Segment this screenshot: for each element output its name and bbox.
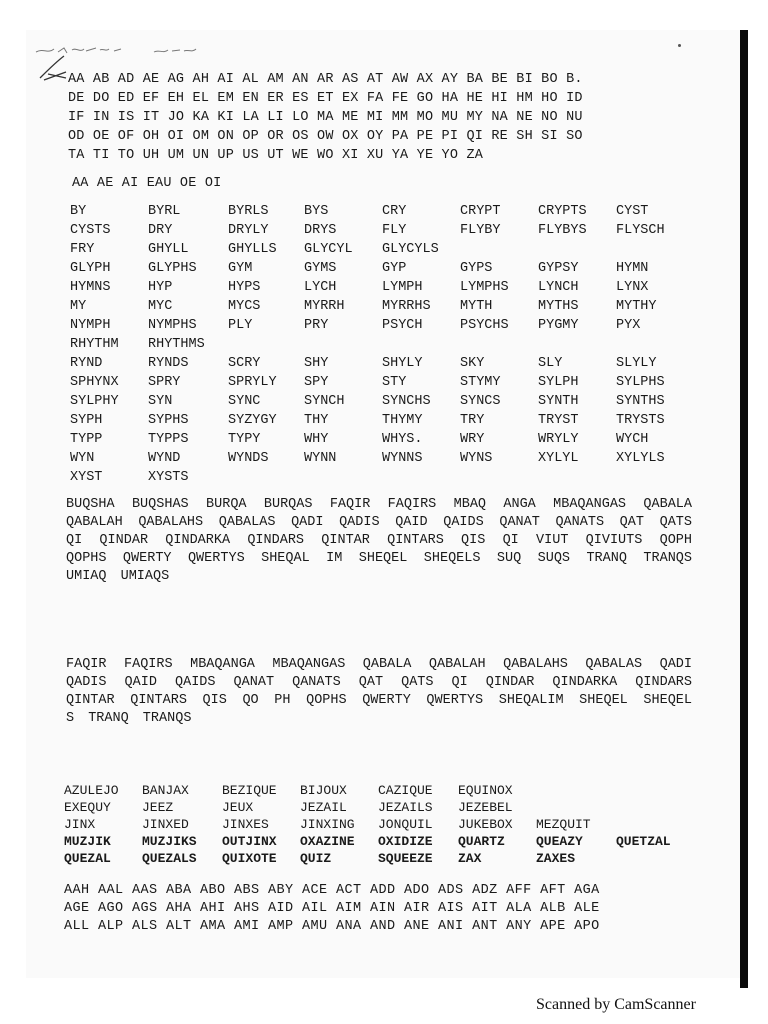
- word-cell: BY: [70, 204, 87, 219]
- word-cell: GHYLLS: [228, 242, 277, 257]
- word-cell: MYCS: [228, 299, 261, 314]
- word-cell: WRY: [460, 432, 485, 447]
- word-cell: QUIZ: [300, 851, 332, 866]
- word-cell: MYTHY: [616, 299, 657, 314]
- word-cell: SYLPH: [538, 375, 579, 390]
- word-cell: TRYST: [538, 413, 579, 428]
- word-cell: WYND: [148, 451, 181, 466]
- word-cell: JINXES: [222, 817, 269, 832]
- word-cell: SYNCH: [304, 394, 345, 409]
- vowel-words-line: AA AE AI EAU OE OI: [72, 176, 222, 191]
- word-cell: SYNCS: [460, 394, 501, 409]
- word-cell: DRYLY: [228, 223, 269, 238]
- word-cell: HYMNS: [70, 280, 111, 295]
- word-cell: SYZYGY: [228, 413, 277, 428]
- word-cell: GYPS: [460, 261, 493, 276]
- word-cell: SPY: [304, 375, 329, 390]
- word-cell: XYSTS: [148, 470, 189, 485]
- word-cell: ZAX: [458, 851, 482, 866]
- q-without-u-paragraph-1: BUQSHA BUQSHAS BURQA BURQAS FAQIR FAQIRS MBAQ ANGA MBAQANGAS QABALA QABALAH QABALAHS QABALAS QADI QADIS QAID QAIDS QANAT QANATS QAT QATS QI QINDAR QINDARKA QINDARS QINTAR QINTARS QIS QI VIUT QIVIUTS QOPH QOPHS QWERTY QWERTYS SHEQAL IM SHEQEL SHEQELS SUQ SUQS TRANQ TRANQS UMIAQ UMIAQS: [66, 497, 692, 584]
- word-cell: JEEZ: [142, 800, 174, 815]
- word-cell: SYNTHS: [616, 394, 665, 409]
- word-cell: SYLPHY: [70, 394, 119, 409]
- word-cell: RYNDS: [148, 356, 189, 371]
- word-cell: FLYBY: [460, 223, 501, 238]
- word-cell: SYNTH: [538, 394, 579, 409]
- word-cell: QUETZAL: [616, 834, 671, 849]
- word-cell: FLY: [382, 223, 407, 238]
- two-letter-line: IF IN IS IT JO KA KI LA LI LO MA ME MI MM MO MU MY NA NE NO NU: [68, 110, 583, 125]
- word-cell: MYRRH: [304, 299, 345, 314]
- word-cell: CRY: [382, 204, 407, 219]
- word-cell: FLYBYS: [538, 223, 587, 238]
- word-cell: WYN: [70, 451, 95, 466]
- word-cell: XYLYL: [538, 451, 579, 466]
- word-cell: MYRRHS: [382, 299, 431, 314]
- word-cell: GYPSY: [538, 261, 579, 276]
- two-letter-line: DE DO ED EF EH EL EM EN ER ES ET EX FA FE GO HA HE HI HM HO ID: [68, 91, 583, 106]
- word-cell: TRY: [460, 413, 485, 428]
- word-cell: SKY: [460, 356, 485, 371]
- word-cell: SQUEEZE: [378, 851, 433, 866]
- word-cell: SHYLY: [382, 356, 423, 371]
- word-cell: LYNCH: [538, 280, 579, 295]
- word-cell: PRY: [304, 318, 329, 333]
- word-cell: STYMY: [460, 375, 501, 390]
- word-cell: SPHYNX: [70, 375, 119, 390]
- word-cell: MYTH: [460, 299, 493, 314]
- word-cell: RYND: [70, 356, 103, 371]
- word-cell: TYPP: [70, 432, 103, 447]
- word-cell: JUKEBOX: [458, 817, 513, 832]
- word-cell: WHY: [304, 432, 329, 447]
- word-cell: MEZQUIT: [536, 817, 591, 832]
- word-cell: GYMS: [304, 261, 337, 276]
- word-cell: WHYS.: [382, 432, 423, 447]
- word-cell: JINXED: [142, 817, 189, 832]
- word-cell: BYRL: [148, 204, 181, 219]
- word-cell: SYLPHS: [616, 375, 665, 390]
- word-cell: GLYPH: [70, 261, 111, 276]
- word-cell: FRY: [70, 242, 95, 257]
- word-cell: EQUINOX: [458, 783, 513, 798]
- word-cell: SYNCHS: [382, 394, 431, 409]
- word-cell: JEZAIL: [300, 800, 347, 815]
- word-cell: GYM: [228, 261, 253, 276]
- word-cell: DRY: [148, 223, 173, 238]
- word-cell: LYCH: [304, 280, 337, 295]
- word-cell: GYP: [382, 261, 407, 276]
- word-cell: CYST: [616, 204, 649, 219]
- word-cell: QUEZAL: [64, 851, 111, 866]
- word-cell: WYCH: [616, 432, 649, 447]
- word-cell: SLYLY: [616, 356, 657, 371]
- word-cell: NYMPHS: [148, 318, 197, 333]
- word-cell: LYNX: [616, 280, 649, 295]
- word-cell: SYN: [148, 394, 173, 409]
- word-cell: WYNN: [304, 451, 337, 466]
- word-cell: MY: [70, 299, 87, 314]
- word-cell: MYTHS: [538, 299, 579, 314]
- word-cell: QUIXOTE: [222, 851, 277, 866]
- word-cell: GLYCYLS: [382, 242, 439, 257]
- scanner-watermark: Scanned by CamScanner: [536, 996, 696, 1013]
- three-letter-line: AAH AAL AAS ABA ABO ABS ABY ACE ACT ADD ADO ADS ADZ AFF AFT AGA: [64, 883, 600, 898]
- word-cell: PLY: [228, 318, 253, 333]
- word-cell: XYST: [70, 470, 103, 485]
- word-cell: PYGMY: [538, 318, 579, 333]
- word-cell: BIJOUX: [300, 783, 347, 798]
- word-cell: JEZEBEL: [458, 800, 513, 815]
- word-cell: OXAZINE: [300, 834, 355, 849]
- word-cell: TRYSTS: [616, 413, 665, 428]
- word-cell: CRYPTS: [538, 204, 587, 219]
- word-cell: RHYTHMS: [148, 337, 205, 352]
- word-cell: CYSTS: [70, 223, 111, 238]
- three-letter-line: ALL ALP ALS ALT AMA AMI AMP AMU ANA AND ANE ANI ANT ANY APE APO: [64, 919, 600, 934]
- word-cell: XYLYLS: [616, 451, 665, 466]
- word-cell: BEZIQUE: [222, 783, 277, 798]
- word-cell: STY: [382, 375, 407, 390]
- page-edge-shadow: [740, 30, 748, 988]
- word-cell: SYNC: [228, 394, 261, 409]
- word-cell: QUEZALS: [142, 851, 197, 866]
- word-cell: CAZIQUE: [378, 783, 433, 798]
- word-cell: QUARTZ: [458, 834, 505, 849]
- word-cell: SYPH: [70, 413, 103, 428]
- word-cell: WYNNS: [382, 451, 423, 466]
- word-cell: MUZJIK: [64, 834, 111, 849]
- word-cell: GLYPHS: [148, 261, 197, 276]
- two-letter-line: OD OE OF OH OI OM ON OP OR OS OW OX OY PA PE PI QI RE SH SI SO: [68, 129, 583, 144]
- word-cell: OUTJINX: [222, 834, 277, 849]
- word-cell: TYPPS: [148, 432, 189, 447]
- word-cell: MUZJIKS: [142, 834, 197, 849]
- word-cell: WRYLY: [538, 432, 579, 447]
- three-letter-line: AGE AGO AGS AHA AHI AHS AID AIL AIM AIN AIR AIS AIT ALA ALB ALE: [64, 901, 600, 916]
- word-cell: TYPY: [228, 432, 261, 447]
- word-cell: LYMPHS: [460, 280, 509, 295]
- word-cell: JINX: [64, 817, 96, 832]
- word-cell: CRYPT: [460, 204, 501, 219]
- word-cell: PSYCH: [382, 318, 423, 333]
- word-cell: PSYCHS: [460, 318, 509, 333]
- word-cell: BYRLS: [228, 204, 269, 219]
- word-cell: QUEAZY: [536, 834, 583, 849]
- word-cell: BANJAX: [142, 783, 189, 798]
- word-cell: OXIDIZE: [378, 834, 433, 849]
- word-cell: AZULEJO: [64, 783, 119, 798]
- word-cell: SPRYLY: [228, 375, 277, 390]
- word-cell: SPRY: [148, 375, 181, 390]
- word-cell: GHYLL: [148, 242, 189, 257]
- word-cell: HYMN: [616, 261, 649, 276]
- word-cell: BYS: [304, 204, 329, 219]
- word-cell: SLY: [538, 356, 563, 371]
- word-cell: SHY: [304, 356, 329, 371]
- word-cell: WYNDS: [228, 451, 269, 466]
- word-cell: MYC: [148, 299, 173, 314]
- word-cell: NYMPH: [70, 318, 111, 333]
- word-cell: HYP: [148, 280, 173, 295]
- word-cell: HYPS: [228, 280, 261, 295]
- word-cell: THY: [304, 413, 329, 428]
- word-cell: ZAXES: [536, 851, 576, 866]
- word-cell: FLYSCH: [616, 223, 665, 238]
- word-cell: SCRY: [228, 356, 261, 371]
- word-cell: JEUX: [222, 800, 254, 815]
- word-cell: WYNS: [460, 451, 493, 466]
- word-cell: EXEQUY: [64, 800, 111, 815]
- two-letter-line: TA TI TO UH UM UN UP US UT WE WO XI XU YA YE YO ZA: [68, 148, 484, 163]
- word-cell: JEZAILS: [378, 800, 433, 815]
- word-cell: THYMY: [382, 413, 423, 428]
- speck-mark: [678, 44, 681, 47]
- word-cell: PYX: [616, 318, 641, 333]
- word-cell: DRYS: [304, 223, 337, 238]
- word-cell: RHYTHM: [70, 337, 119, 352]
- q-without-u-paragraph-2: FAQIR FAQIRS MBAQANGA MBAQANGAS QABALA QABALAH QABALAHS QABALAS QADI QADIS QAID QAIDS QANAT QANATS QAT QATS QI QINDAR QINDARKA QINDARS QINTAR QINTARS QIS QO PH QOPHS QWERTY QWERTYS SHEQALIM SHEQEL SHEQEL S TRANQ TRANQS: [66, 657, 692, 726]
- word-cell: LYMPH: [382, 280, 423, 295]
- word-cell: SYPHS: [148, 413, 189, 428]
- word-cell: GLYCYL: [304, 242, 353, 257]
- word-cell: JINXING: [300, 817, 355, 832]
- two-letter-line: AA AB AD AE AG AH AI AL AM AN AR AS AT AW AX AY BA BE BI BO B.: [68, 72, 583, 87]
- word-cell: JONQUIL: [378, 817, 433, 832]
